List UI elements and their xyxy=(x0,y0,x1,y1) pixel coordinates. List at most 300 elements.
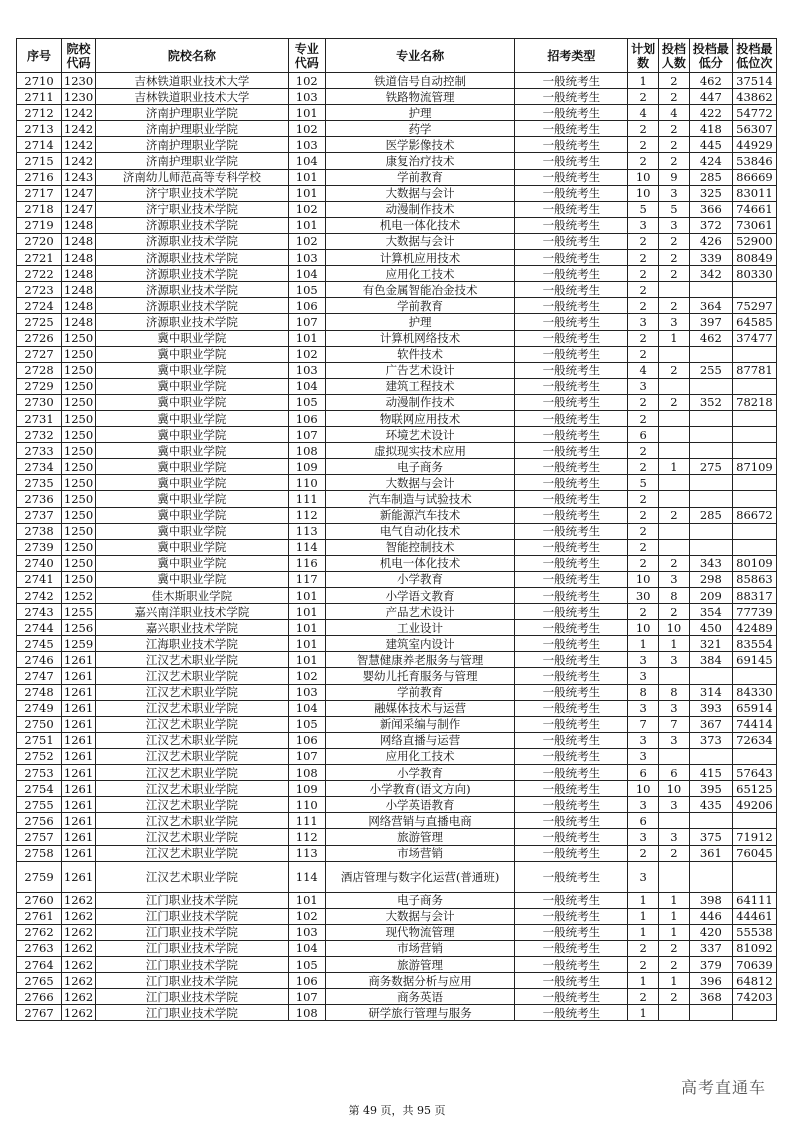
table-row xyxy=(17,908,777,924)
cell-admitted-count: 3 xyxy=(659,700,690,716)
cell-min-score xyxy=(689,443,732,459)
cell-school-code: 1250 xyxy=(62,362,96,378)
cell-school-name: 江门职业技术学院 xyxy=(95,973,288,989)
cell-plan-count: 10 xyxy=(628,620,659,636)
cell-major-code: 103 xyxy=(288,89,325,105)
cell-school-code: 1252 xyxy=(62,588,96,604)
cell-exam-type: 一般统考生 xyxy=(515,845,628,861)
cell-major-name: 铁道信号自动控制 xyxy=(325,73,515,89)
cell-plan-count: 3 xyxy=(628,314,659,330)
cell-school-code: 1250 xyxy=(62,346,96,362)
cell-admitted-count: 8 xyxy=(659,684,690,700)
cell-major-name: 小学教育 xyxy=(325,765,515,781)
cell-min-rank: 76045 xyxy=(732,845,776,861)
cell-major-name: 大数据与会计 xyxy=(325,185,515,201)
cell-min-rank: 80330 xyxy=(732,266,776,282)
cell-exam-type: 一般统考生 xyxy=(515,555,628,571)
cell-seq: 2711 xyxy=(17,89,62,105)
cell-admitted-count: 1 xyxy=(659,330,690,346)
cell-admitted-count xyxy=(659,539,690,555)
cell-plan-count: 2 xyxy=(628,250,659,266)
cell-admitted-count: 2 xyxy=(659,555,690,571)
cell-school-code: 1248 xyxy=(62,314,96,330)
cell-plan-count: 2 xyxy=(628,410,659,426)
cell-school-name: 冀中职业学院 xyxy=(95,491,288,507)
cell-min-rank: 74661 xyxy=(732,201,776,217)
cell-major-code: 102 xyxy=(288,121,325,137)
cell-min-rank: 87109 xyxy=(732,459,776,475)
cell-major-name: 环境艺术设计 xyxy=(325,427,515,443)
cell-admitted-count: 1 xyxy=(659,892,690,908)
table-row xyxy=(17,507,777,523)
cell-major-code: 113 xyxy=(288,523,325,539)
cell-exam-type: 一般统考生 xyxy=(515,940,628,956)
cell-min-rank: 83011 xyxy=(732,185,776,201)
cell-min-score xyxy=(689,475,732,491)
cell-admitted-count xyxy=(659,1005,690,1021)
cell-major-name: 广告艺术设计 xyxy=(325,362,515,378)
cell-seq: 2712 xyxy=(17,105,62,121)
cell-seq: 2739 xyxy=(17,539,62,555)
cell-plan-count: 2 xyxy=(628,539,659,555)
cell-plan-count: 6 xyxy=(628,427,659,443)
header-seq: 序号 xyxy=(17,39,62,73)
cell-school-name: 江汉艺术职业学院 xyxy=(95,813,288,829)
cell-major-code: 104 xyxy=(288,700,325,716)
cell-seq: 2753 xyxy=(17,765,62,781)
cell-school-name: 济源职业技术学院 xyxy=(95,314,288,330)
cell-seq: 2731 xyxy=(17,410,62,426)
cell-major-code: 101 xyxy=(288,636,325,652)
cell-major-name: 机电一体化技术 xyxy=(325,555,515,571)
admission-table-sheet xyxy=(16,38,777,1021)
cell-min-score xyxy=(689,861,732,892)
cell-school-name: 江汉艺术职业学院 xyxy=(95,797,288,813)
cell-seq: 2745 xyxy=(17,636,62,652)
cell-plan-count: 1 xyxy=(628,636,659,652)
cell-major-name: 应用化工技术 xyxy=(325,748,515,764)
cell-school-name: 江汉艺术职业学院 xyxy=(95,652,288,668)
cell-plan-count: 2 xyxy=(628,443,659,459)
cell-major-name: 小学教育 xyxy=(325,571,515,587)
cell-exam-type: 一般统考生 xyxy=(515,908,628,924)
cell-plan-count: 30 xyxy=(628,588,659,604)
cell-min-rank: 73061 xyxy=(732,217,776,233)
cell-min-score: 342 xyxy=(689,266,732,282)
cell-min-rank xyxy=(732,861,776,892)
cell-major-name: 商务英语 xyxy=(325,989,515,1005)
cell-admitted-count: 3 xyxy=(659,185,690,201)
cell-min-rank: 78218 xyxy=(732,394,776,410)
cell-major-code: 103 xyxy=(288,924,325,940)
table-row xyxy=(17,765,777,781)
cell-seq: 2720 xyxy=(17,233,62,249)
header-exam-type: 招考类型 xyxy=(515,39,628,73)
cell-major-code: 113 xyxy=(288,845,325,861)
cell-school-name: 济南护理职业学院 xyxy=(95,121,288,137)
cell-min-rank: 55538 xyxy=(732,924,776,940)
cell-plan-count: 3 xyxy=(628,700,659,716)
cell-plan-count: 1 xyxy=(628,924,659,940)
cell-seq: 2722 xyxy=(17,266,62,282)
table-row xyxy=(17,459,777,475)
table-row xyxy=(17,973,777,989)
cell-school-name: 济源职业技术学院 xyxy=(95,282,288,298)
cell-admitted-count xyxy=(659,346,690,362)
table-row xyxy=(17,732,777,748)
cell-major-code: 112 xyxy=(288,507,325,523)
cell-seq: 2727 xyxy=(17,346,62,362)
table-row xyxy=(17,443,777,459)
cell-school-code: 1242 xyxy=(62,137,96,153)
cell-major-name: 建筑工程技术 xyxy=(325,378,515,394)
cell-min-score: 445 xyxy=(689,137,732,153)
cell-min-rank xyxy=(732,282,776,298)
cell-school-code: 1262 xyxy=(62,973,96,989)
cell-plan-count: 3 xyxy=(628,652,659,668)
cell-major-name: 护理 xyxy=(325,105,515,121)
cell-admitted-count: 1 xyxy=(659,908,690,924)
cell-seq: 2767 xyxy=(17,1005,62,1021)
table-row xyxy=(17,105,777,121)
table-row xyxy=(17,73,777,89)
table-row xyxy=(17,620,777,636)
cell-exam-type: 一般统考生 xyxy=(515,217,628,233)
cell-school-code: 1243 xyxy=(62,169,96,185)
cell-plan-count: 2 xyxy=(628,523,659,539)
cell-seq: 2714 xyxy=(17,137,62,153)
cell-major-name: 计算机网络技术 xyxy=(325,330,515,346)
cell-school-code: 1261 xyxy=(62,684,96,700)
cell-major-code: 109 xyxy=(288,781,325,797)
cell-seq: 2730 xyxy=(17,394,62,410)
cell-min-rank xyxy=(732,378,776,394)
cell-seq: 2719 xyxy=(17,217,62,233)
cell-seq: 2766 xyxy=(17,989,62,1005)
cell-major-name: 大数据与会计 xyxy=(325,908,515,924)
table-row xyxy=(17,217,777,233)
cell-school-name: 冀中职业学院 xyxy=(95,394,288,410)
cell-admitted-count: 4 xyxy=(659,105,690,121)
cell-school-code: 1261 xyxy=(62,781,96,797)
table-row xyxy=(17,892,777,908)
cell-min-score: 375 xyxy=(689,829,732,845)
cell-min-rank xyxy=(732,1005,776,1021)
cell-admitted-count: 2 xyxy=(659,266,690,282)
cell-school-name: 江门职业技术学院 xyxy=(95,1005,288,1021)
cell-plan-count: 10 xyxy=(628,185,659,201)
cell-admitted-count: 3 xyxy=(659,217,690,233)
cell-major-code: 112 xyxy=(288,829,325,845)
cell-min-score: 285 xyxy=(689,507,732,523)
cell-exam-type: 一般统考生 xyxy=(515,507,628,523)
cell-plan-count: 3 xyxy=(628,668,659,684)
cell-seq: 2748 xyxy=(17,684,62,700)
cell-seq: 2752 xyxy=(17,748,62,764)
cell-exam-type: 一般统考生 xyxy=(515,266,628,282)
cell-school-name: 江汉艺术职业学院 xyxy=(95,765,288,781)
cell-seq: 2716 xyxy=(17,169,62,185)
cell-major-name: 商务数据分析与应用 xyxy=(325,973,515,989)
cell-major-name: 药学 xyxy=(325,121,515,137)
cell-exam-type: 一般统考生 xyxy=(515,282,628,298)
cell-school-code: 1250 xyxy=(62,427,96,443)
cell-exam-type: 一般统考生 xyxy=(515,956,628,972)
cell-min-rank xyxy=(732,539,776,555)
cell-min-rank: 74414 xyxy=(732,716,776,732)
cell-min-rank: 54772 xyxy=(732,105,776,121)
cell-major-code: 110 xyxy=(288,475,325,491)
cell-major-code: 101 xyxy=(288,330,325,346)
cell-min-rank: 64111 xyxy=(732,892,776,908)
cell-school-code: 1247 xyxy=(62,185,96,201)
cell-min-rank: 44461 xyxy=(732,908,776,924)
cell-major-code: 106 xyxy=(288,973,325,989)
cell-exam-type: 一般统考生 xyxy=(515,73,628,89)
cell-major-code: 107 xyxy=(288,427,325,443)
cell-plan-count: 10 xyxy=(628,781,659,797)
cell-major-code: 105 xyxy=(288,394,325,410)
header-school-name: 院校名称 xyxy=(95,39,288,73)
cell-major-name: 新能源汽车技术 xyxy=(325,507,515,523)
cell-school-code: 1259 xyxy=(62,636,96,652)
cell-school-code: 1250 xyxy=(62,539,96,555)
cell-major-name: 医学影像技术 xyxy=(325,137,515,153)
cell-seq: 2724 xyxy=(17,298,62,314)
cell-min-score xyxy=(689,378,732,394)
cell-major-name: 市场营销 xyxy=(325,940,515,956)
cell-seq: 2737 xyxy=(17,507,62,523)
cell-seq: 2754 xyxy=(17,781,62,797)
cell-min-rank: 88317 xyxy=(732,588,776,604)
cell-min-rank xyxy=(732,346,776,362)
cell-major-code: 108 xyxy=(288,443,325,459)
cell-plan-count: 5 xyxy=(628,201,659,217)
cell-plan-count: 2 xyxy=(628,346,659,362)
cell-min-score: 418 xyxy=(689,121,732,137)
cell-min-rank: 64585 xyxy=(732,314,776,330)
cell-plan-count: 7 xyxy=(628,716,659,732)
cell-major-code: 104 xyxy=(288,378,325,394)
table-row xyxy=(17,940,777,956)
cell-min-score: 415 xyxy=(689,765,732,781)
header-plan-count: 计划数 xyxy=(628,39,659,73)
cell-school-code: 1262 xyxy=(62,1005,96,1021)
cell-exam-type: 一般统考生 xyxy=(515,829,628,845)
cell-exam-type: 一般统考生 xyxy=(515,201,628,217)
cell-major-name: 新闻采编与制作 xyxy=(325,716,515,732)
cell-major-code: 101 xyxy=(288,620,325,636)
cell-major-code: 102 xyxy=(288,346,325,362)
cell-exam-type: 一般统考生 xyxy=(515,298,628,314)
cell-school-code: 1248 xyxy=(62,298,96,314)
cell-min-rank: 65125 xyxy=(732,781,776,797)
cell-school-name: 江门职业技术学院 xyxy=(95,892,288,908)
cell-major-name: 现代物流管理 xyxy=(325,924,515,940)
cell-seq: 2760 xyxy=(17,892,62,908)
cell-min-score: 446 xyxy=(689,908,732,924)
table-row xyxy=(17,1005,777,1021)
cell-major-name: 网络营销与直播电商 xyxy=(325,813,515,829)
cell-min-score: 424 xyxy=(689,153,732,169)
cell-major-name: 产品艺术设计 xyxy=(325,604,515,620)
cell-school-name: 江汉艺术职业学院 xyxy=(95,668,288,684)
cell-school-name: 江门职业技术学院 xyxy=(95,908,288,924)
cell-plan-count: 1 xyxy=(628,892,659,908)
cell-major-code: 114 xyxy=(288,539,325,555)
cell-exam-type: 一般统考生 xyxy=(515,861,628,892)
cell-school-code: 1250 xyxy=(62,394,96,410)
cell-major-code: 101 xyxy=(288,185,325,201)
cell-exam-type: 一般统考生 xyxy=(515,362,628,378)
cell-exam-type: 一般统考生 xyxy=(515,813,628,829)
cell-plan-count: 2 xyxy=(628,459,659,475)
cell-school-code: 1230 xyxy=(62,73,96,89)
cell-exam-type: 一般统考生 xyxy=(515,620,628,636)
cell-plan-count: 3 xyxy=(628,378,659,394)
cell-min-score: 372 xyxy=(689,217,732,233)
cell-admitted-count: 10 xyxy=(659,620,690,636)
table-row xyxy=(17,491,777,507)
cell-major-name: 计算机应用技术 xyxy=(325,250,515,266)
cell-plan-count: 5 xyxy=(628,475,659,491)
cell-min-score: 450 xyxy=(689,620,732,636)
cell-seq: 2744 xyxy=(17,620,62,636)
cell-seq: 2749 xyxy=(17,700,62,716)
cell-plan-count: 2 xyxy=(628,137,659,153)
cell-major-code: 103 xyxy=(288,684,325,700)
table-row xyxy=(17,555,777,571)
cell-admitted-count xyxy=(659,475,690,491)
cell-major-code: 102 xyxy=(288,668,325,684)
cell-major-name: 融媒体技术与运营 xyxy=(325,700,515,716)
cell-school-name: 冀中职业学院 xyxy=(95,507,288,523)
cell-school-code: 1261 xyxy=(62,700,96,716)
cell-admitted-count: 2 xyxy=(659,250,690,266)
cell-major-name: 市场营销 xyxy=(325,845,515,861)
cell-school-code: 1256 xyxy=(62,620,96,636)
table-row xyxy=(17,797,777,813)
cell-plan-count: 2 xyxy=(628,491,659,507)
cell-school-name: 嘉兴南洋职业技术学院 xyxy=(95,604,288,620)
cell-school-name: 冀中职业学院 xyxy=(95,555,288,571)
table-row xyxy=(17,410,777,426)
cell-major-name: 康复治疗技术 xyxy=(325,153,515,169)
cell-major-code: 105 xyxy=(288,282,325,298)
cell-admitted-count: 2 xyxy=(659,845,690,861)
cell-major-name: 汽车制造与试验技术 xyxy=(325,491,515,507)
table-body xyxy=(17,73,777,1021)
cell-min-score: 325 xyxy=(689,185,732,201)
cell-min-score: 298 xyxy=(689,571,732,587)
cell-major-name: 电子商务 xyxy=(325,459,515,475)
cell-plan-count: 2 xyxy=(628,153,659,169)
cell-major-name: 学前教育 xyxy=(325,169,515,185)
cell-school-name: 江汉艺术职业学院 xyxy=(95,861,288,892)
cell-admitted-count: 1 xyxy=(659,636,690,652)
table-row xyxy=(17,475,777,491)
cell-admitted-count xyxy=(659,491,690,507)
cell-seq: 2734 xyxy=(17,459,62,475)
cell-admitted-count: 9 xyxy=(659,169,690,185)
cell-seq: 2764 xyxy=(17,956,62,972)
cell-major-name: 电气自动化技术 xyxy=(325,523,515,539)
cell-admitted-count: 8 xyxy=(659,588,690,604)
cell-exam-type: 一般统考生 xyxy=(515,604,628,620)
cell-exam-type: 一般统考生 xyxy=(515,700,628,716)
cell-school-code: 1250 xyxy=(62,378,96,394)
cell-admitted-count xyxy=(659,282,690,298)
cell-min-score: 379 xyxy=(689,956,732,972)
cell-admitted-count xyxy=(659,443,690,459)
table-row xyxy=(17,700,777,716)
cell-major-name: 软件技术 xyxy=(325,346,515,362)
cell-seq: 2721 xyxy=(17,250,62,266)
cell-min-score: 255 xyxy=(689,362,732,378)
cell-exam-type: 一般统考生 xyxy=(515,588,628,604)
cell-school-code: 1248 xyxy=(62,250,96,266)
table-row xyxy=(17,233,777,249)
cell-min-rank: 57643 xyxy=(732,765,776,781)
cell-min-score: 462 xyxy=(689,73,732,89)
cell-school-code: 1250 xyxy=(62,523,96,539)
table-row xyxy=(17,861,777,892)
cell-exam-type: 一般统考生 xyxy=(515,89,628,105)
cell-school-name: 吉林铁道职业技术大学 xyxy=(95,89,288,105)
cell-major-code: 111 xyxy=(288,813,325,829)
cell-major-code: 101 xyxy=(288,892,325,908)
cell-min-rank: 52900 xyxy=(732,233,776,249)
table-row xyxy=(17,956,777,972)
cell-school-name: 冀中职业学院 xyxy=(95,539,288,555)
cell-admitted-count: 10 xyxy=(659,781,690,797)
cell-exam-type: 一般统考生 xyxy=(515,121,628,137)
cell-major-code: 117 xyxy=(288,571,325,587)
cell-min-score xyxy=(689,410,732,426)
cell-major-code: 101 xyxy=(288,169,325,185)
cell-admitted-count: 5 xyxy=(659,201,690,217)
cell-admitted-count: 6 xyxy=(659,765,690,781)
cell-plan-count: 1 xyxy=(628,1005,659,1021)
cell-seq: 2725 xyxy=(17,314,62,330)
cell-major-code: 106 xyxy=(288,732,325,748)
cell-plan-count: 2 xyxy=(628,604,659,620)
cell-school-name: 江汉艺术职业学院 xyxy=(95,845,288,861)
cell-min-score xyxy=(689,539,732,555)
cell-plan-count: 3 xyxy=(628,748,659,764)
cell-min-rank xyxy=(732,427,776,443)
cell-seq: 2717 xyxy=(17,185,62,201)
table-row xyxy=(17,845,777,861)
cell-major-name: 动漫制作技术 xyxy=(325,394,515,410)
cell-school-code: 1261 xyxy=(62,668,96,684)
cell-school-code: 1261 xyxy=(62,829,96,845)
cell-seq: 2729 xyxy=(17,378,62,394)
cell-admitted-count: 2 xyxy=(659,394,690,410)
cell-plan-count: 3 xyxy=(628,797,659,813)
cell-school-name: 济南幼儿师范高等专科学校 xyxy=(95,169,288,185)
cell-admitted-count xyxy=(659,861,690,892)
cell-school-code: 1250 xyxy=(62,330,96,346)
cell-min-score: 435 xyxy=(689,797,732,813)
table-row xyxy=(17,394,777,410)
cell-plan-count: 1 xyxy=(628,73,659,89)
cell-school-code: 1248 xyxy=(62,266,96,282)
cell-school-code: 1261 xyxy=(62,732,96,748)
cell-min-rank: 75297 xyxy=(732,298,776,314)
cell-school-code: 1261 xyxy=(62,845,96,861)
cell-seq: 2759 xyxy=(17,861,62,892)
